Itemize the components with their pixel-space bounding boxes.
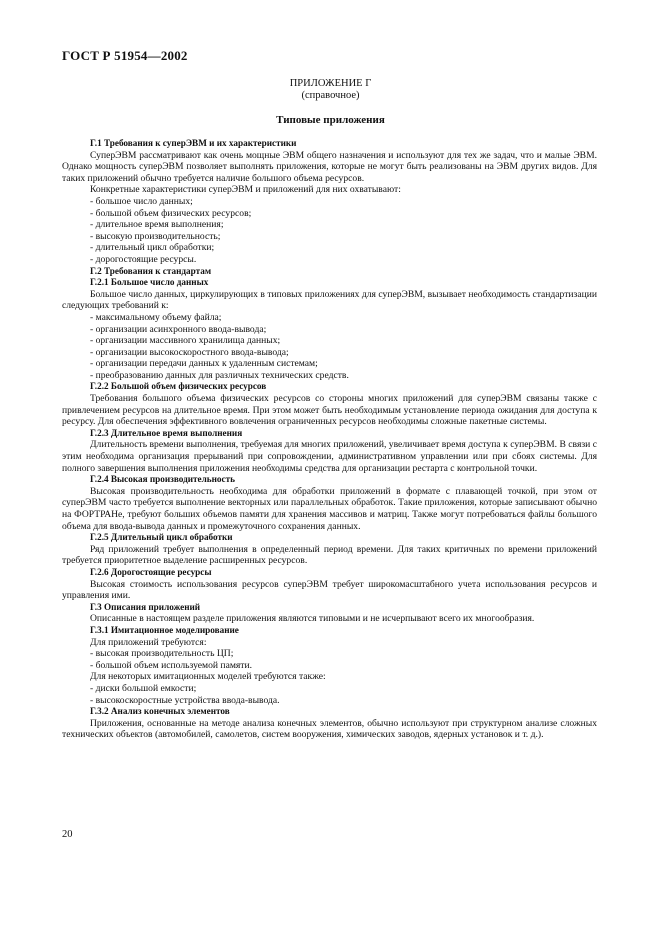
paragraph: Высокая стоимость использования ресурсов суперЭВМ требует широкомасштабного учета использования ресурсов и управления ими. (62, 578, 597, 602)
paragraph: Большое число данных, циркулирующих в типовых приложениях для суперЭВМ, вызывает необходимость стандартизации следующих требований к: (62, 288, 597, 312)
list-item: - большой объем физических ресурсов; (90, 207, 252, 219)
list-item: - организации высокоскоростного ввода-вывода; (90, 346, 289, 358)
heading-g3: Г.3 Описания приложений (90, 601, 201, 612)
list-item: - организации передачи данных к удаленным системам; (90, 358, 318, 370)
list-item: - высокую производительность; (90, 230, 221, 242)
heading-g2-4: Г.2.4 Высокая производительность (90, 474, 235, 485)
heading-g2-5: Г.2.5 Длительный цикл обработки (90, 532, 233, 543)
list-item: - преобразованию данных для различных технических средств. (90, 369, 349, 381)
list-item: - организации асинхронного ввода-вывода; (90, 323, 267, 335)
paragraph: Для приложений требуются: (90, 636, 207, 648)
heading-g1: Г.1 Требования к суперЭВМ и их характеристики (90, 138, 297, 148)
section-title: Типовые приложения (276, 114, 385, 126)
heading-g2-2: Г.2.2 Большой объем физических ресурсов (90, 381, 267, 392)
list-item: - максимальному объему файла; (90, 311, 222, 323)
standard-header: ГОСТ Р 51954—2002 (62, 48, 188, 63)
list-item: - диски большой емкости; (90, 682, 197, 694)
heading-g2-1: Г.2.1 Большое число данных (90, 277, 209, 288)
list-item: - длительное время выполнения; (90, 219, 224, 231)
paragraph: СуперЭВМ рассматривают как очень мощные ЭВМ общего назначения и используют для тех же задач, что и малые ЭВМ. Однако мощность суперЭВМ позволяет выполнять приложения, которые не могут быть реализованы на ЭВМ других видов. Для таких приложений обычно требуется наличие большого объема ресурсов. (62, 149, 597, 184)
paragraph: Высокая производительность необходима для обработки приложений в формате с плавающей точкой, при этом от суперЭВМ часто требуется выполнение векторных или параллельных обработок. Такие приложения, которые записывают обычно на ФОРТРАНе, требуют больших объемов памяти для хранения массивов и матриц. Также могут потребоваться файлы большого объема для ввода-вывода данных и промежуточного сохранения данных. (62, 485, 597, 532)
list-item: - длительный цикл обработки; (90, 242, 215, 254)
page-number: 20 (62, 829, 73, 840)
document-body (62, 138, 597, 741)
paragraph: Конкретные характеристики суперЭВМ и приложений для них охватывают: (90, 184, 401, 196)
list-item: - большое число данных; (90, 195, 193, 207)
paragraph: Приложения, основанные на методе анализа конечных элементов, обычно используют при структурном анализе сложных технических объектов (автомобилей, самолетов, систем вооружения, химических заводов, ядерных установок и т. д.). (62, 717, 597, 741)
list-item: - большой объем используемой памяти. (90, 659, 253, 671)
list-item: - дорогостоящие ресурсы. (90, 253, 197, 265)
appendix-title: ПРИЛОЖЕНИЕ Г (289, 78, 372, 89)
appendix-subtitle: (справочное) (301, 90, 360, 101)
list-item: - высокая производительность ЦП; (90, 648, 234, 660)
list-item: - высокоскоростные устройства ввода-вывода. (90, 694, 280, 706)
heading-g3-2: Г.3.2 Анализ конечных элементов (90, 706, 230, 717)
paragraph: Требования большого объема физических ресурсов со стороны многих приложений для суперЭВМ связаны также с привлечением ресурсов на длительное время. При этом может быть необходимым установление периода ожидания для доступа к ресурсу. Для обеспечения эффективного вовлечения ограниченных ресурсов необходимы сложные пакетные системы. (62, 393, 597, 428)
heading-g3-1: Г.3.1 Имитационное моделирование (90, 624, 239, 635)
heading-g2-6: Г.2.6 Дорогостоящие ресурсы (90, 566, 212, 577)
heading-g2-3: Г.2.3 Длительное время выполнения (90, 427, 243, 438)
paragraph: Ряд приложений требует выполнения в определенный период времени. Для таких критичных по времени приложений требуется приоритетное выделение расширенных ресурсов. (62, 543, 597, 567)
paragraph: Длительность времени выполнения, требуемая для многих приложений, увеличивает время доступа к суперЭВМ. В связи с этим необходима организация прерываний при сопровождении, административном управлении или при сбоях системы. Для полного завершения выполнения приложения необходимы средства для организации рестарта с контрольной точки. (62, 439, 597, 474)
heading-g2: Г.2 Требования к стандартам (90, 265, 212, 276)
paragraph: Описанные в настоящем разделе приложения являются типовыми и не исчерпывают всего их многообразия. (90, 613, 535, 625)
list-item: - организации массивного хранилища данных; (90, 335, 281, 347)
paragraph: Для некоторых имитационных моделей требуются также: (90, 671, 326, 683)
